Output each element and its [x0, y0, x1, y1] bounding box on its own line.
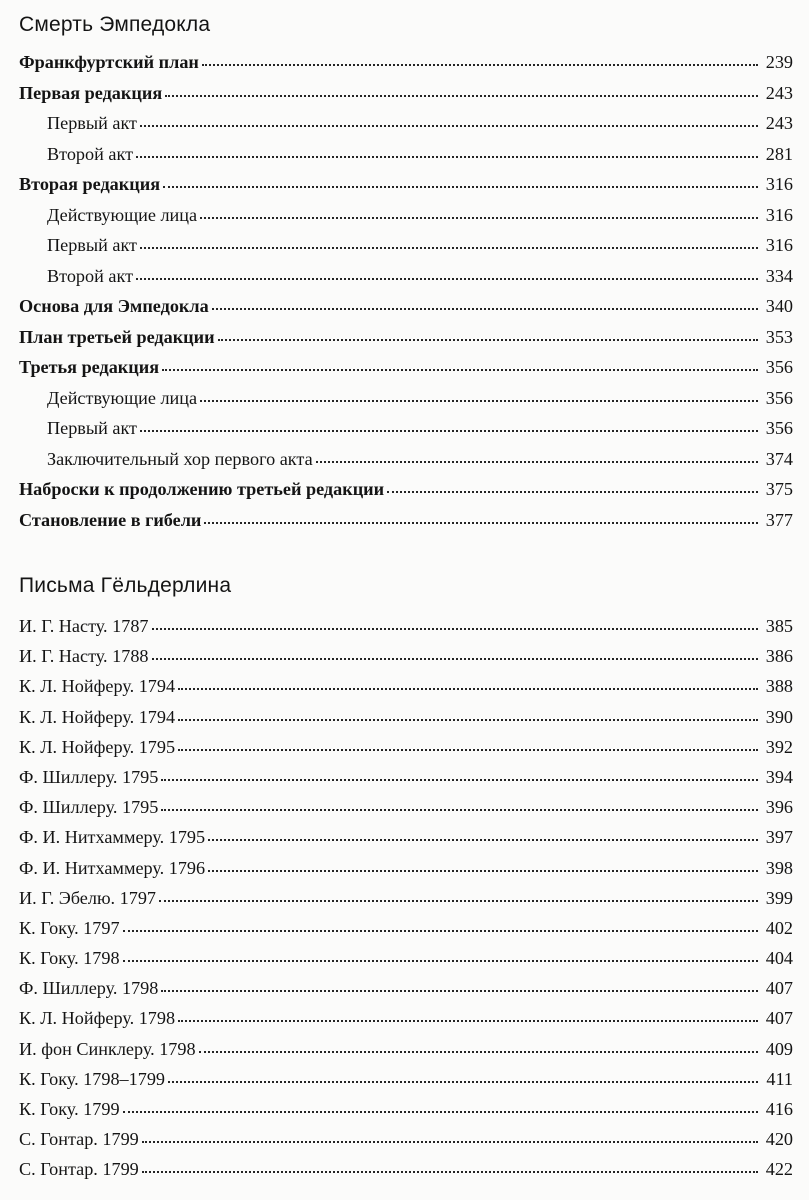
toc-entry-page-number: 353	[765, 326, 793, 347]
toc-entry-page-number: 356	[765, 387, 793, 408]
dot-leader	[140, 246, 758, 249]
toc-entry	[19, 913, 793, 943]
toc-entry-title: К. Гоку. 1798–1799	[19, 1068, 166, 1089]
toc-entry-page-number: 388	[765, 676, 793, 697]
toc-entry-title: И. фон Синклеру. 1798	[19, 1038, 196, 1059]
dot-leader	[168, 1080, 758, 1083]
toc-entry	[19, 1094, 793, 1124]
toc-entry	[19, 322, 793, 353]
toc-entry-title: Действующие лица	[47, 387, 198, 408]
dot-leader	[178, 687, 758, 690]
toc-entry-page-number: 243	[765, 82, 793, 103]
toc-entry-page-number: 409	[765, 1038, 793, 1059]
dot-leader	[165, 94, 758, 97]
dot-leader	[152, 657, 758, 660]
toc-entry-page-number: 407	[765, 978, 793, 999]
toc-entry	[19, 792, 793, 822]
dot-leader	[387, 490, 758, 493]
toc-entry	[19, 413, 793, 444]
dot-leader	[202, 63, 758, 66]
dot-leader	[152, 627, 758, 630]
toc-entry	[19, 822, 793, 852]
toc-entry-title: Первая редакция	[19, 82, 163, 103]
toc-entry-page-number: 420	[765, 1129, 793, 1150]
section-title: Письма Гёльдерлина	[19, 574, 232, 597]
toc-entry-page-number: 386	[765, 646, 793, 667]
toc-entry-title: Становление в гибели	[19, 509, 202, 530]
toc-entry	[19, 78, 793, 109]
dot-leader	[123, 929, 758, 932]
toc-entry-page-number: 243	[765, 113, 793, 133]
toc-entry-title: Первый акт	[47, 235, 138, 255]
toc-entry-title: Ф. И. Нитхаммеру. 1795	[19, 827, 206, 848]
toc-entry	[19, 762, 793, 792]
toc-entry-page-number: 411	[766, 1068, 793, 1089]
toc-entry-title: Ф. Шиллеру. 1795	[19, 766, 159, 787]
toc-entry-page-number: 375	[765, 479, 793, 499]
toc-entry-title: К. Л. Нойферу. 1794	[19, 676, 176, 697]
toc-entry-page-number: 377	[765, 509, 793, 530]
toc-entry-title: Основа для Эмпедокла	[19, 296, 209, 316]
toc-entry	[19, 47, 793, 78]
toc-entry	[19, 261, 793, 292]
dot-leader	[200, 216, 758, 219]
toc-entry	[19, 1064, 793, 1094]
toc-entry-title: С. Гонтар. 1799	[19, 1129, 139, 1150]
toc-entry-page-number: 385	[765, 616, 793, 636]
dot-leader	[208, 838, 758, 841]
dot-leader	[136, 155, 758, 158]
dot-leader	[142, 1140, 758, 1143]
toc-entry-title: К. Гоку. 1798	[19, 948, 120, 969]
toc-entry	[19, 383, 793, 414]
toc-entry	[19, 973, 793, 1003]
toc-entry-page-number: 390	[765, 706, 793, 727]
toc-entry-title: И. Г. Насту. 1788	[19, 646, 149, 667]
bleed-through-text	[599, 530, 809, 570]
dot-leader	[142, 1170, 758, 1173]
toc-entry	[19, 474, 793, 505]
dot-leader	[136, 277, 758, 280]
toc-entry-page-number: 422	[765, 1159, 793, 1180]
toc-entry	[19, 108, 793, 139]
toc-entry-title: Первый акт	[47, 418, 138, 438]
toc-section-letters	[19, 568, 793, 1185]
toc-entry	[19, 291, 793, 322]
dot-leader	[178, 718, 758, 721]
toc-entry-page-number: 316	[765, 204, 793, 225]
toc-entry-title: Франкфуртский план	[19, 52, 199, 72]
dot-leader	[163, 185, 758, 188]
toc-entry-page-number: 392	[765, 736, 793, 757]
toc-entry-title: И. Г. Насту. 1787	[19, 616, 149, 636]
toc-entry	[19, 1124, 793, 1154]
toc-entry	[19, 352, 793, 383]
toc-entry-title: Заключительный хор первого акта	[47, 448, 313, 469]
toc-entry	[19, 732, 793, 762]
toc-entry-page-number: 340	[765, 296, 793, 316]
toc-entry	[19, 943, 793, 973]
toc-entry	[19, 671, 793, 701]
toc-entry-title: Ф. Шиллеру. 1795	[19, 797, 159, 818]
toc-entry-title: К. Гоку. 1799	[19, 1099, 120, 1119]
dot-leader	[212, 307, 758, 310]
dot-leader	[162, 368, 758, 371]
dot-leader	[218, 338, 758, 341]
dot-leader	[161, 778, 758, 781]
toc-entry-page-number: 281	[765, 143, 793, 164]
toc-entry	[19, 1034, 793, 1064]
toc-entry	[19, 139, 793, 170]
toc-entry	[19, 230, 793, 261]
toc-section-empedocles	[19, 7, 793, 535]
toc-entry-title: Ф. Шиллеру. 1798	[19, 978, 159, 999]
dot-leader	[204, 521, 758, 524]
toc-entry	[19, 505, 793, 536]
toc-entry-page-number: 404	[765, 948, 793, 969]
toc-entry	[19, 1003, 793, 1033]
toc-entry-page-number: 316	[765, 235, 793, 255]
toc-entry-page-number: 416	[765, 1099, 793, 1119]
toc-entry-page-number: 396	[765, 797, 793, 818]
toc-entry-title: И. Г. Эбелю. 1797	[19, 887, 157, 908]
toc-entry-title: К. Л. Нойферу. 1795	[19, 736, 176, 757]
toc-entry-page-number: 316	[765, 174, 793, 194]
toc-entry-title: Второй акт	[47, 143, 134, 164]
dot-leader	[178, 1019, 758, 1022]
toc-entry-page-number: 407	[765, 1008, 793, 1029]
toc-entry	[19, 444, 793, 475]
dot-leader	[161, 989, 758, 992]
toc-entry-title: К. Л. Нойферу. 1794	[19, 706, 176, 727]
toc-entry	[19, 641, 793, 671]
toc-entry-page-number: 356	[765, 357, 793, 377]
dot-leader	[199, 1050, 758, 1053]
dot-leader	[140, 124, 758, 127]
toc-entry-page-number: 356	[765, 418, 793, 438]
toc-entry-page-number: 374	[765, 448, 793, 469]
dot-leader	[123, 959, 758, 962]
toc-list	[19, 611, 793, 1185]
toc-entry	[19, 200, 793, 231]
dot-leader	[208, 869, 758, 872]
toc-entry	[19, 611, 793, 641]
dot-leader	[178, 748, 758, 751]
toc-list	[19, 47, 793, 535]
toc-entry-title: Третья редакция	[19, 357, 160, 377]
toc-entry-title: Первый акт	[47, 113, 138, 133]
dot-leader	[316, 460, 758, 463]
dot-leader	[159, 899, 758, 902]
toc-entry-title: Второй акт	[47, 265, 134, 286]
toc-entry-title: Наброски к продолжению третьей редакции	[19, 479, 385, 499]
toc-entry-page-number: 334	[765, 265, 793, 286]
toc-entry	[19, 853, 793, 883]
toc-entry	[19, 702, 793, 732]
toc-entry-page-number: 397	[765, 827, 793, 848]
toc-entry-page-number: 399	[765, 887, 793, 908]
toc-entry-title: Ф. И. Нитхаммеру. 1796	[19, 857, 206, 878]
toc-entry-title: Действующие лица	[47, 204, 198, 225]
dot-leader	[140, 429, 758, 432]
toc-entry-title: К. Л. Нойферу. 1798	[19, 1008, 176, 1029]
toc-entry	[19, 1154, 793, 1184]
toc-entry	[19, 169, 793, 200]
section-title: Смерть Эмпедокла	[19, 13, 211, 36]
toc-entry	[19, 883, 793, 913]
toc-entry-page-number: 402	[765, 917, 793, 938]
toc-entry-page-number: 394	[765, 766, 793, 787]
dot-leader	[161, 808, 758, 811]
toc-entry-title: К. Гоку. 1797	[19, 917, 120, 938]
dot-leader	[123, 1110, 758, 1113]
toc-entry-page-number: 398	[765, 857, 793, 878]
toc-entry-title: План третьей редакции	[19, 326, 215, 347]
toc-entry-page-number: 239	[765, 52, 793, 72]
toc-entry-title: Вторая редакция	[19, 174, 161, 194]
toc-entry-title: С. Гонтар. 1799	[19, 1159, 139, 1180]
dot-leader	[200, 399, 758, 402]
